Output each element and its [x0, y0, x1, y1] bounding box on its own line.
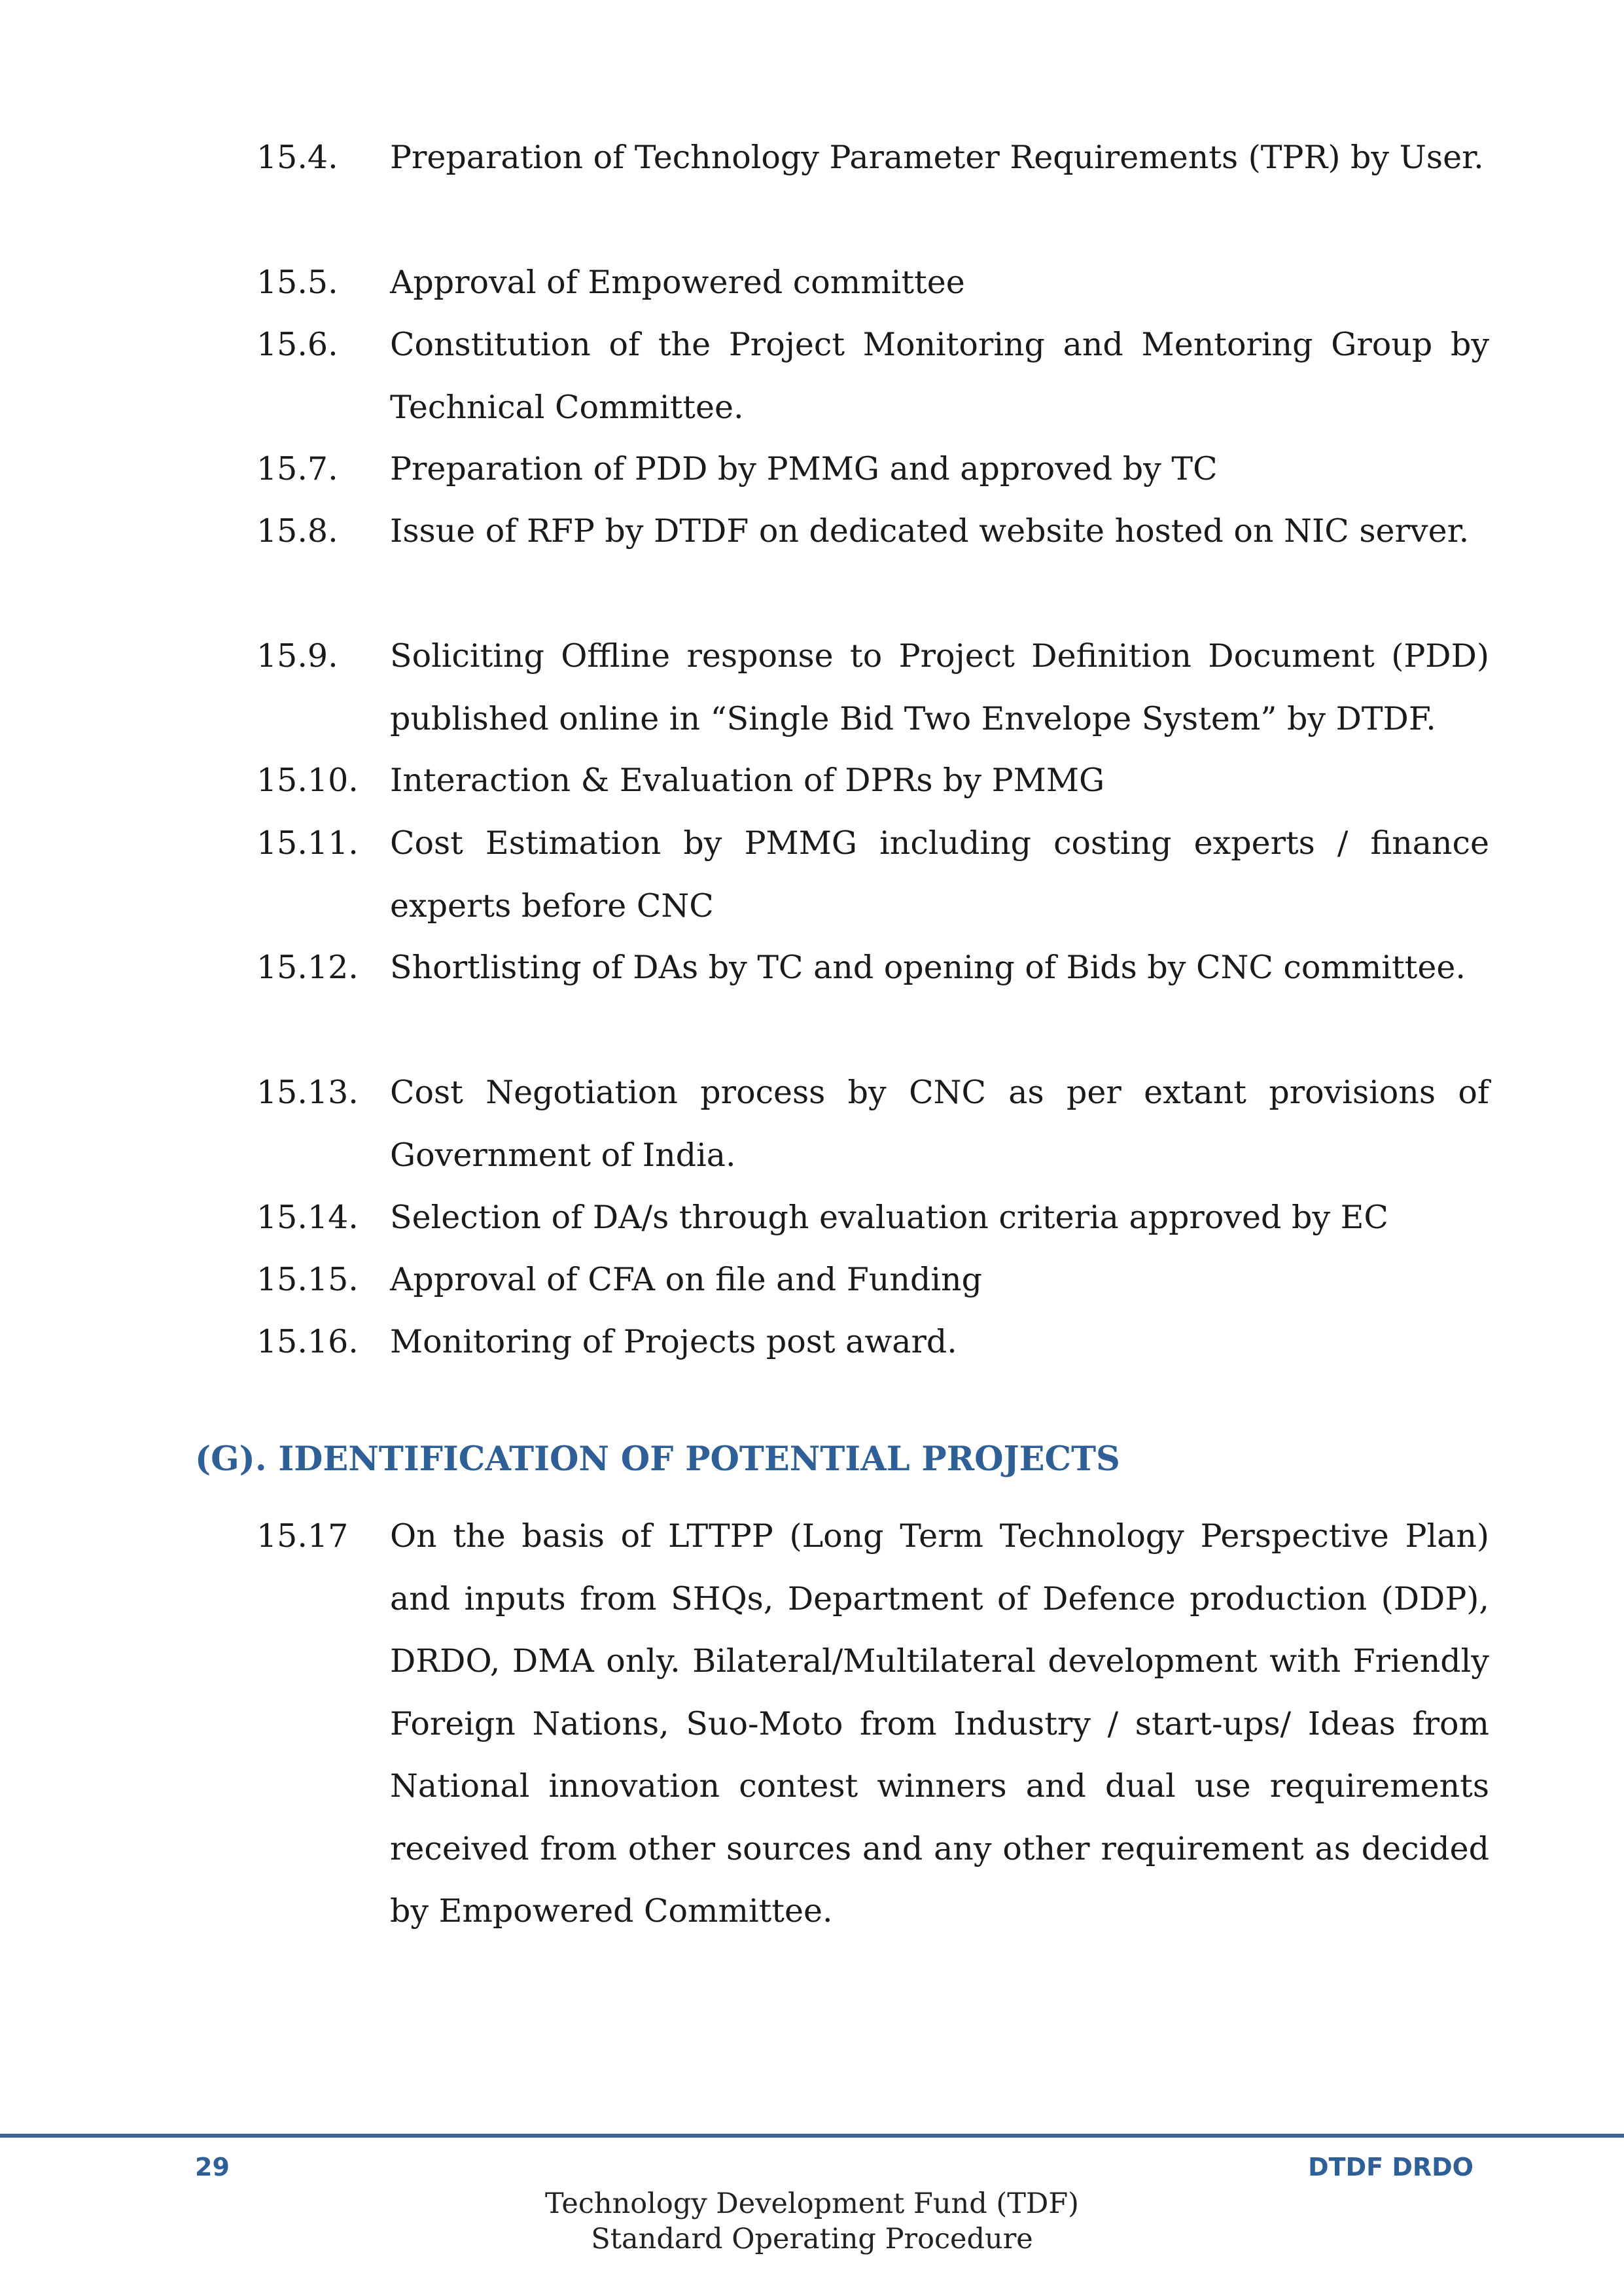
item-number: 15.16. — [256, 1323, 359, 1360]
item-text: Soliciting Offline response to Project Definition Document (PDD) published online in “Single Bid Two Envelope System” by DTDF. — [390, 637, 1489, 737]
item-text: Cost Negotiation process by CNC as per extant provisions of Government of India. — [390, 1074, 1489, 1174]
item-text: Constitution of the Project Monitoring and Mentoring Group by Technical Committee. — [390, 326, 1489, 426]
item-number: 15.6. — [256, 326, 338, 363]
list-item — [256, 1311, 1489, 1373]
item-text: Cost Estimation by PMMG including costing experts / finance experts before CNC — [390, 824, 1489, 925]
item-text: Issue of RFP by DTDF on dedicated website hosted on NIC server. — [390, 512, 1470, 550]
item-text: Preparation of Technology Parameter Requirements (TPR) by User. — [390, 139, 1484, 176]
section-heading: (G). IDENTIFICATION OF POTENTIAL PROJECTS — [195, 1439, 1120, 1479]
list-item — [256, 812, 1489, 937]
list-item — [256, 1505, 1489, 1943]
item-text: Selection of DA/s through evaluation criteria approved by EC — [390, 1199, 1388, 1236]
item-number: 15.9. — [256, 637, 338, 675]
item-number: 15.8. — [256, 512, 338, 550]
list-item — [256, 1186, 1489, 1249]
item-text: Approval of Empowered committee — [390, 264, 965, 301]
item-number: 15.11. — [256, 824, 359, 862]
item-text: Approval of CFA on file and Funding — [390, 1261, 982, 1298]
item-number: 15.12. — [256, 949, 359, 986]
item-number: 15.7. — [256, 450, 338, 487]
item-text: Monitoring of Projects post award. — [390, 1323, 957, 1360]
item-number: 15.15. — [256, 1261, 359, 1298]
list-item — [256, 500, 1489, 563]
item-text: Interaction & Evaluation of DPRs by PMMG — [390, 762, 1105, 799]
item-number: 15.5. — [256, 264, 338, 301]
item-number: 15.14. — [256, 1199, 359, 1236]
footer-subtitle: Standard Operating Procedure — [591, 2223, 1033, 2255]
list-item — [256, 1248, 1489, 1311]
item-text: Shortlisting of DAs by TC and opening of Bids by CNC committee. — [390, 949, 1466, 986]
list-item — [256, 313, 1489, 438]
list-item — [256, 936, 1489, 999]
item-number: 15.17 — [256, 1517, 349, 1555]
item-number: 15.4. — [256, 139, 338, 176]
list-item — [256, 625, 1489, 750]
page-number: 29 — [195, 2153, 230, 2181]
footer-title: Technology Development Fund (TDF) — [545, 2187, 1079, 2220]
list-item — [256, 251, 1489, 314]
list-item — [256, 126, 1489, 189]
footer-rule — [0, 2134, 1624, 2138]
list-item — [256, 749, 1489, 812]
list-item — [256, 438, 1489, 501]
item-text: On the basis of LTTPP (Long Term Technology Perspective Plan) and inputs from SHQs, Department of Defence production (DDP), DRDO, DMA only. Bilateral/Multilateral development with Friendly Foreign Nations, Suo-Moto from Industry / start-ups/ Ideas from National innovation contest winners and dual use requirements received from other sources and any other requirement as decided by Empowered Committee. — [390, 1517, 1489, 1930]
list-item — [256, 1061, 1489, 1186]
item-text: Preparation of PDD by PMMG and approved by TC — [390, 450, 1218, 487]
item-number: 15.13. — [256, 1074, 359, 1111]
footer-org: DTDF DRDO — [1308, 2153, 1474, 2181]
item-number: 15.10. — [256, 762, 359, 799]
